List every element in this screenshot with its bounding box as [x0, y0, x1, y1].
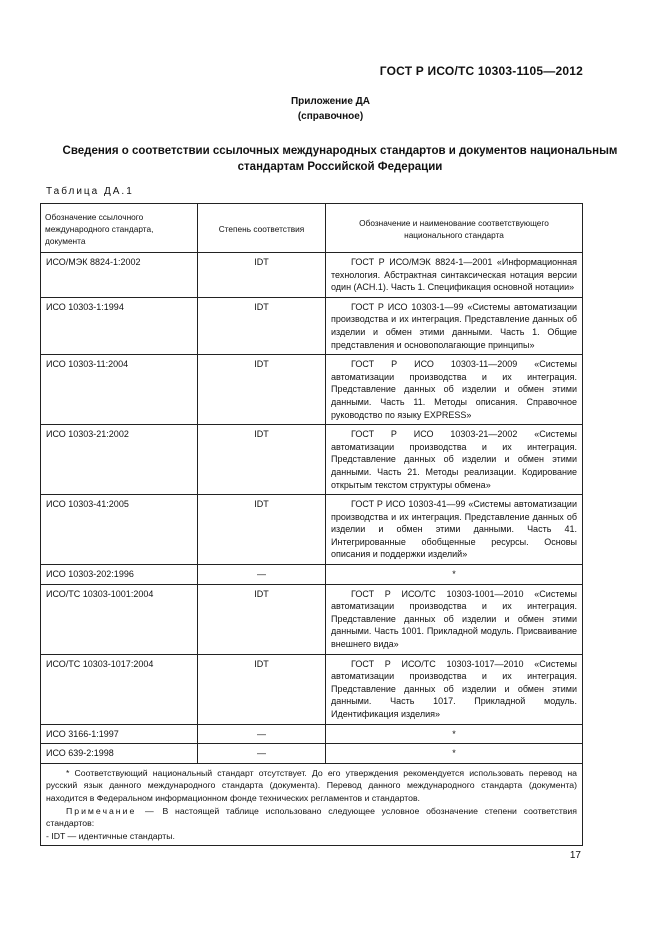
table-row	[41, 425, 583, 495]
cell-national: *	[326, 565, 583, 585]
table-row	[41, 584, 583, 654]
page-number: 17	[569, 850, 581, 861]
cell-national: *	[326, 724, 583, 744]
cell-degree: IDT	[198, 654, 326, 724]
cell-degree: —	[198, 565, 326, 585]
cell-reference: ИСО 10303-11:2004	[41, 355, 198, 425]
cell-degree: IDT	[198, 355, 326, 425]
cell-reference: ИСО/МЭК 8824-1:2002	[41, 253, 198, 298]
note	[46, 805, 577, 830]
document-header: ГОСТ Р ИСО/ТС 10303-1105—2012	[379, 64, 583, 78]
cell-reference: ИСО 10303-21:2002	[41, 425, 198, 495]
table-row	[41, 565, 583, 585]
cell-national: ГОСТ Р ИСО 10303-1—99 «Системы автоматизации производства и их интеграция. Представление данных об изделии и обмен этими данными. Часть 1. Общие представления и основополагающие принципы»	[326, 297, 583, 354]
cell-degree: —	[198, 744, 326, 764]
cell-national: ГОСТ Р ИСО/ТС 10303-1001—2010 «Системы автоматизации производства и их интеграция. Представление данных об изделии и обмен этими данными. Часть 1001. Прикладной модуль. Присваивание внешнего вида»	[326, 584, 583, 654]
table-row	[41, 355, 583, 425]
cell-reference: ИСО 10303-202:1996	[41, 565, 198, 585]
cell-national: ГОСТ Р ИСО/ТС 10303-1017—2010 «Системы автоматизации производства и их интеграция. Представление данных об изделии и обмен этими данными. Часть 1017. Прикладной модуль. Идентификация изделия»	[326, 654, 583, 724]
cell-degree: IDT	[198, 584, 326, 654]
cell-degree: IDT	[198, 425, 326, 495]
cell-national: ГОСТ Р ИСО 10303-11—2009 «Системы автоматизации производства и их интеграция. Представление данных об изделии и обмен этими данными. Часть 11. Методы описания. Справочное руководство по языку EXPRESS»	[326, 355, 583, 425]
cell-reference: ИСО 3166-1:1997	[41, 724, 198, 744]
cell-national: ГОСТ Р ИСО 10303-21—2002 «Системы автоматизации производства и их интеграция. Представление данных об изделии и обмен этими данными. Часть 21. Методы реализации. Кодирование открытым текстом структуры обмена»	[326, 425, 583, 495]
header-national: Обозначение и наименование соответствующего национального стандарта	[326, 204, 583, 253]
table-header-row	[41, 204, 583, 253]
note-item: - IDT — идентичные стандарты.	[46, 830, 175, 841]
header-reference: Обозначение ссылочного международного стандарта, документа	[41, 204, 198, 253]
cell-reference: ИСО 10303-1:1994	[41, 297, 198, 354]
table-row	[41, 253, 583, 298]
correspondence-table	[40, 203, 583, 846]
cell-national: ГОСТ Р ИСО/МЭК 8824-1—2001 «Информационная технология. Абстрактная синтаксическая нотация версии один (АСН.1). Часть 1. Спецификация основной нотации»	[326, 253, 583, 298]
table-note-row	[41, 763, 583, 846]
appendix-heading	[0, 94, 661, 124]
appendix-subtitle: (справочное)	[297, 111, 364, 122]
table-row	[41, 297, 583, 354]
cell-reference: ИСО 639-2:1998	[41, 744, 198, 764]
cell-national: *	[326, 744, 583, 764]
appendix-title: Приложение ДА	[290, 96, 371, 107]
cell-degree: IDT	[198, 297, 326, 354]
cell-degree: IDT	[198, 495, 326, 565]
note-text: В настоящей таблице использовано следующее условное обозначение степени соответствия стандартов:	[46, 805, 577, 829]
table-row	[41, 744, 583, 764]
cell-degree: —	[198, 724, 326, 744]
cell-reference: ИСО/ТС 10303-1017:2004	[41, 654, 198, 724]
table-row	[41, 495, 583, 565]
note-label: Примечание —	[66, 805, 156, 816]
table-body	[41, 253, 583, 764]
section-title: Сведения о соответствии ссылочных международных стандартов и документов национальным стандартам Российской Федерации	[62, 145, 618, 173]
table-row	[41, 724, 583, 744]
table-row	[41, 654, 583, 724]
table-note	[41, 763, 583, 846]
table-caption: Таблица ДА.1	[46, 186, 134, 197]
cell-degree: IDT	[198, 253, 326, 298]
cell-reference: ИСО 10303-41:2005	[41, 495, 198, 565]
header-degree: Степень соответствия	[198, 204, 326, 253]
footnote: * Соответствующий национальный стандарт отсутствует. До его утверждения рекомендуется использовать перевод на русский язык данного международного стандарта (документа). Перевод данного международного стандарта (документа) находится в Федеральном информационном фонде технических регламентов и стандартов.	[46, 767, 577, 803]
cell-reference: ИСО/ТС 10303-1001:2004	[41, 584, 198, 654]
cell-national: ГОСТ Р ИСО 10303-41—99 «Системы автоматизации производства и их интеграция. Представление данных об изделии и обмен этими данными. Часть 41. Интегрированные обобщенные ресурсы. Основы описания и поддержки изделий»	[326, 495, 583, 565]
